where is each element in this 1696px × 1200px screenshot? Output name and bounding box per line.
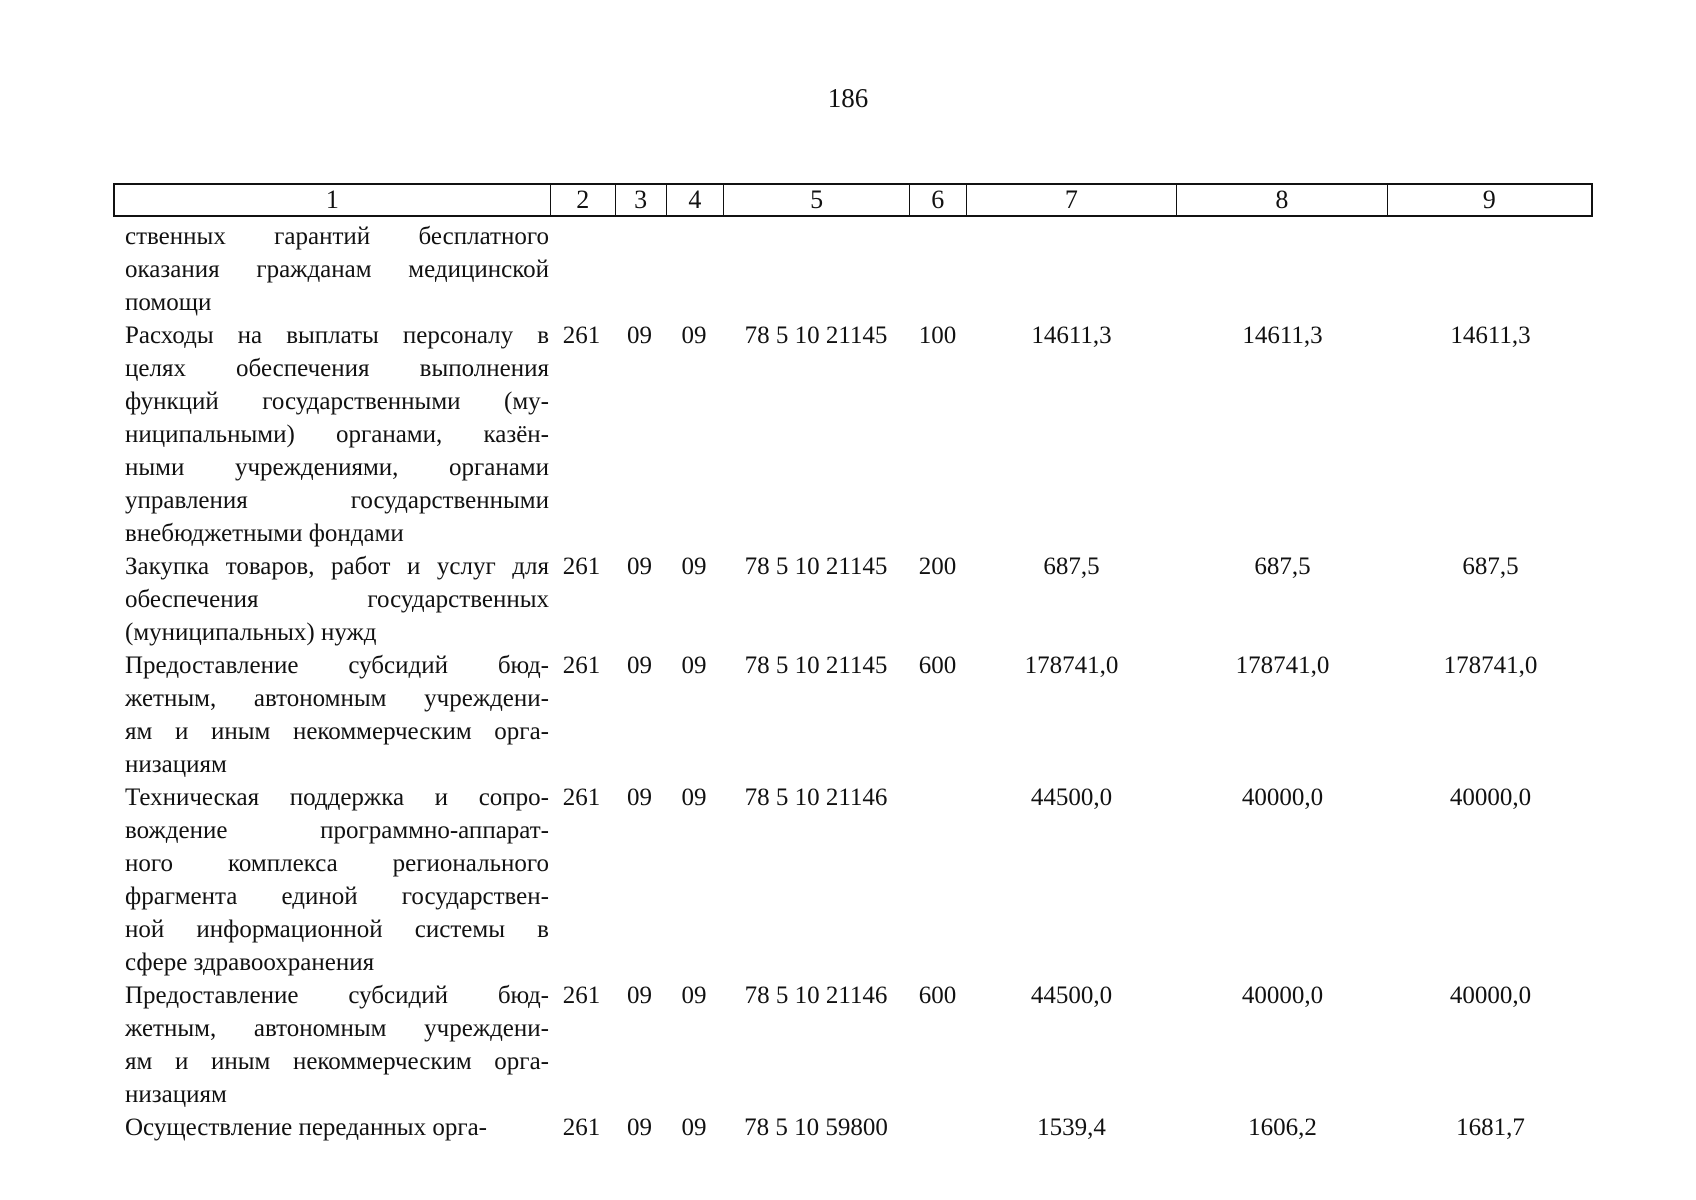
cell-amount-8: 14611,3 xyxy=(1242,322,1323,349)
cell-section: 09 xyxy=(627,1114,652,1141)
row-description xyxy=(113,319,549,550)
cell-amount-8: 40000,0 xyxy=(1241,982,1324,1009)
cell-subsection: 09 xyxy=(681,982,707,1009)
cell-amount-8: 178741,0 xyxy=(1235,652,1330,679)
cell-amount-9: 40000,0 xyxy=(1449,982,1532,1009)
cell-admin-code: 261 xyxy=(562,784,601,811)
cell-amount-7: 178741,0 xyxy=(1024,652,1119,679)
cell-amount-8: 1606,2 xyxy=(1248,1114,1317,1141)
description-line: ям и иным некоммерческим орга- xyxy=(125,1048,549,1075)
table-row xyxy=(113,979,1593,1111)
description-line: фрагмента единой государствен- xyxy=(125,883,549,910)
cell-amount-7: 14611,3 xyxy=(1031,322,1112,349)
cell-amount-9: 178741,0 xyxy=(1443,652,1538,679)
description-line: ям и иным некоммерческим орга- xyxy=(125,718,549,745)
cell-subsection: 09 xyxy=(681,553,707,580)
cell-subsection: 09 xyxy=(681,652,707,679)
cell-expense-type: 600 xyxy=(918,982,957,1009)
cell-admin-code: 261 xyxy=(562,553,601,580)
description-line: Техническая поддержка и сопро- xyxy=(125,784,549,811)
header-col-3: 3 xyxy=(615,185,666,215)
header-col-4: 4 xyxy=(666,185,724,215)
header-col-9: 9 xyxy=(1387,185,1591,215)
cell-admin-code: 261 xyxy=(562,982,601,1009)
description-line: ного комплекса регионального xyxy=(125,850,549,877)
header-col-1: 1 xyxy=(325,185,339,214)
cell-target-code: 78 5 10 21145 xyxy=(744,652,888,679)
cell-amount-9: 687,5 xyxy=(1462,553,1519,580)
description-line: ными учреждениями, органами xyxy=(125,454,549,481)
description-line: жетным, автономным учреждени- xyxy=(125,1015,549,1042)
cell-amount-9: 40000,0 xyxy=(1449,784,1532,811)
table-row xyxy=(113,220,1593,319)
header-col-2: 2 xyxy=(550,185,615,215)
cell-expense-type xyxy=(909,220,966,319)
cell-amount-7: 1539,4 xyxy=(1037,1114,1106,1141)
description-line: ной информационной системы в xyxy=(125,916,549,943)
cell-target-code: 78 5 10 21146 xyxy=(744,784,888,811)
cell-section: 09 xyxy=(627,652,652,679)
description-line: Расходы на выплаты персоналу в xyxy=(125,322,549,349)
cell-expense-type: 100 xyxy=(918,322,957,349)
cell-subsection: 09 xyxy=(681,1114,707,1141)
cell-expense-type: 200 xyxy=(918,553,957,580)
description-line: вождение программно-аппарат- xyxy=(125,817,549,844)
description-line: Закупка товаров, работ и услуг для xyxy=(125,553,549,580)
description-line: низациям xyxy=(125,1081,227,1108)
description-line: функций государственными (му- xyxy=(125,388,549,415)
cell-subsection: 09 xyxy=(681,322,707,349)
header-col-6: 6 xyxy=(909,185,966,215)
page-number: 186 xyxy=(827,83,869,113)
description-line: целях обеспечения выполнения xyxy=(125,355,549,382)
table-body xyxy=(113,220,1593,1144)
cell-expense-type xyxy=(909,781,966,979)
description-line: обеспечения государственных xyxy=(125,586,549,613)
description-line: (муниципальных) нужд xyxy=(125,619,377,646)
header-col-5: 5 xyxy=(723,185,909,215)
description-line: внебюджетными фондами xyxy=(125,520,404,547)
cell-target-code: 78 5 10 21145 xyxy=(744,553,888,580)
description-line: жетным, автономным учреждени- xyxy=(125,685,549,712)
cell-amount-9: 14611,3 xyxy=(1450,322,1531,349)
cell-admin-code: 261 xyxy=(562,652,601,679)
cell-expense-type: 600 xyxy=(918,652,957,679)
description-line: сфере здравоохранения xyxy=(125,949,375,976)
row-description xyxy=(113,781,549,979)
cell-amount-9: 1681,7 xyxy=(1456,1114,1525,1141)
cell-amount-7 xyxy=(966,220,1177,319)
cell-section: 09 xyxy=(627,553,652,580)
cell-target-code: 78 5 10 59800 xyxy=(744,1114,888,1141)
cell-amount-8: 40000,0 xyxy=(1241,784,1324,811)
cell-expense-type xyxy=(909,1111,966,1144)
cell-admin-code xyxy=(549,220,614,319)
row-description xyxy=(113,220,549,319)
cell-admin-code: 261 xyxy=(562,1114,601,1141)
cell-amount-8: 687,5 xyxy=(1254,553,1311,580)
row-description xyxy=(113,979,549,1111)
cell-target-code xyxy=(723,220,909,319)
description-line: Предоставление субсидий бюд- xyxy=(125,652,549,679)
cell-subsection: 09 xyxy=(681,784,707,811)
cell-section: 09 xyxy=(627,982,652,1009)
row-description xyxy=(113,550,549,649)
cell-target-code: 78 5 10 21146 xyxy=(744,982,888,1009)
cell-amount-8 xyxy=(1177,220,1388,319)
cell-section: 09 xyxy=(627,322,652,349)
cell-subsection xyxy=(665,220,723,319)
cell-target-code: 78 5 10 21145 xyxy=(744,322,888,349)
description-line: помощи xyxy=(125,289,212,316)
table-header xyxy=(113,183,1593,217)
table-row xyxy=(113,550,1593,649)
header-col-8: 8 xyxy=(1176,185,1386,215)
cell-amount-7: 44500,0 xyxy=(1030,982,1113,1009)
row-description xyxy=(113,649,549,781)
table-row xyxy=(113,319,1593,550)
description-line: Осуществление переданных орга- xyxy=(125,1114,487,1141)
cell-section xyxy=(614,220,665,319)
table-row xyxy=(113,1111,1593,1144)
cell-section: 09 xyxy=(627,784,652,811)
header-col-7: 7 xyxy=(966,185,1176,215)
description-line: ниципальными) органами, казён- xyxy=(125,421,549,448)
cell-amount-7: 44500,0 xyxy=(1030,784,1113,811)
table-row xyxy=(113,649,1593,781)
description-line: оказания гражданам медицинской xyxy=(125,256,549,283)
cell-amount-9 xyxy=(1388,220,1593,319)
cell-amount-7: 687,5 xyxy=(1043,553,1100,580)
description-line: Предоставление субсидий бюд- xyxy=(125,982,549,1009)
cell-admin-code: 261 xyxy=(562,322,601,349)
description-line: ственных гарантий бесплатного xyxy=(125,223,549,250)
description-line: низациям xyxy=(125,751,227,778)
row-description xyxy=(113,1111,549,1144)
table-row xyxy=(113,781,1593,979)
description-line: управления государственными xyxy=(125,487,549,514)
